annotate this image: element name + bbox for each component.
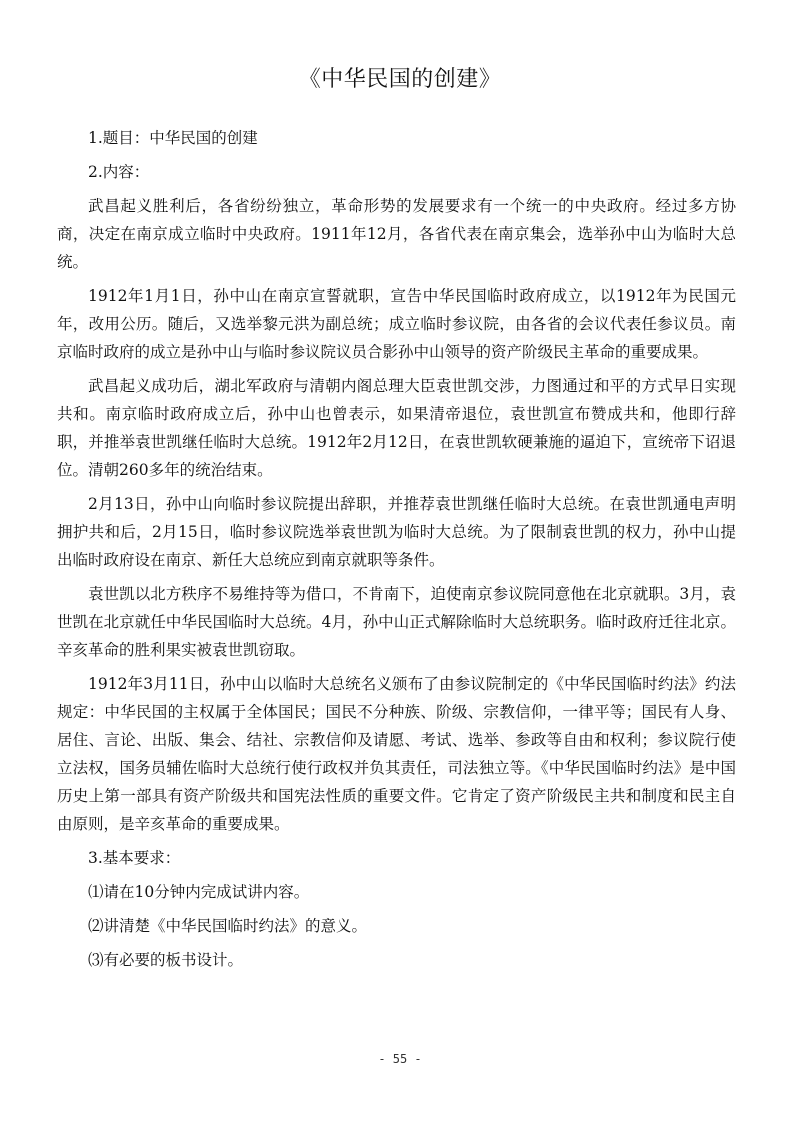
requirement-1: ⑴请在10分钟内完成试讲内容。 [88,883,310,901]
heading-content: 2.内容： [88,163,150,181]
heading-topic: 1.题目：中华民国的创建 [88,129,258,147]
paragraph-5: 袁世凯以北方秩序不易维持等为借口，不肯南下，迫使南京参议院同意他在北京就职。3月，袁世凯在北京就任中华民国临时大总统。4月，孙中山正式解除临时大总统职务。临时政府迁往北京。辛亥革命的胜利果实被袁世凯窃取。 [57,585,736,659]
paragraph-1: 武昌起义胜利后，各省纷纷独立，革命形势的发展要求有一个统一的中央政府。经过多方协商，决定在南京成立临时中央政府。1911年12月，各省代表在南京集会，选举孙中山为临时大总统。 [57,197,736,271]
requirement-2: ⑵讲清楚《中华民国临时约法》的意义。 [88,917,368,935]
document-body [57,124,736,980]
heading-requirements: 3.基本要求： [88,849,181,867]
page-number: - 55 - [378,1052,422,1066]
paragraph-4: 2月13日，孙中山向临时参议院提出辞职，并推荐袁世凯继任临时大总统。在袁世凯通电声明拥护共和后，2月15日，临时参议院选举袁世凯为临时大总统。为了限制袁世凯的权力，孙中山提出临时政府设在南京、新任大总统应到南京就职等条件。 [57,495,736,569]
requirement-3: ⑶有必要的板书设计。 [88,951,244,969]
paragraph-2: 1912年1月1日，孙中山在南京宣誓就职，宣告中华民国临时政府成立，以1912年为民国元年，改用公历。随后，又选举黎元洪为副总统；成立临时参议院，由各省的会议代表任参议员。南京临时政府的成立是孙中山与临时参议院议员合影孙中山领导的资产阶级民主革命的重要成果。 [57,287,736,361]
document-title: 《中华民国的创建》 [298,67,502,92]
paragraph-6: 1912年3月11日，孙中山以临时大总统名义颁布了由参议院制定的《中华民国临时约法》约法规定：中华民国的主权属于全体国民；国民不分种族、阶级、宗教信仰，一律平等；国民有人身、居住、言论、出版、集会、结社、宗教信仰及请愿、考试、选举、参政等自由和权利；参议院行使立法权，国务员辅佐临时大总统行使行政权并负其责任，司法独立等。《中华民国临时约法》是中国历史上第一部具有资产阶级共和国宪法性质的重要文件。它肯定了资产阶级民主共和制度和民主自由原则，是辛亥革命的重要成果。 [57,675,736,833]
paragraph-3: 武昌起义成功后，湖北军政府与清朝内阁总理大臣袁世凯交涉，力图通过和平的方式早日实现共和。南京临时政府成立后，孙中山也曾表示，如果清帝退位，袁世凯宣布赞成共和，他即行辞职，并推举袁世凯继任临时大总统。1912年2月12日，在袁世凯软硬兼施的逼迫下，宣统帝下诏退位。清朝260多年的统治结束。 [57,377,736,479]
